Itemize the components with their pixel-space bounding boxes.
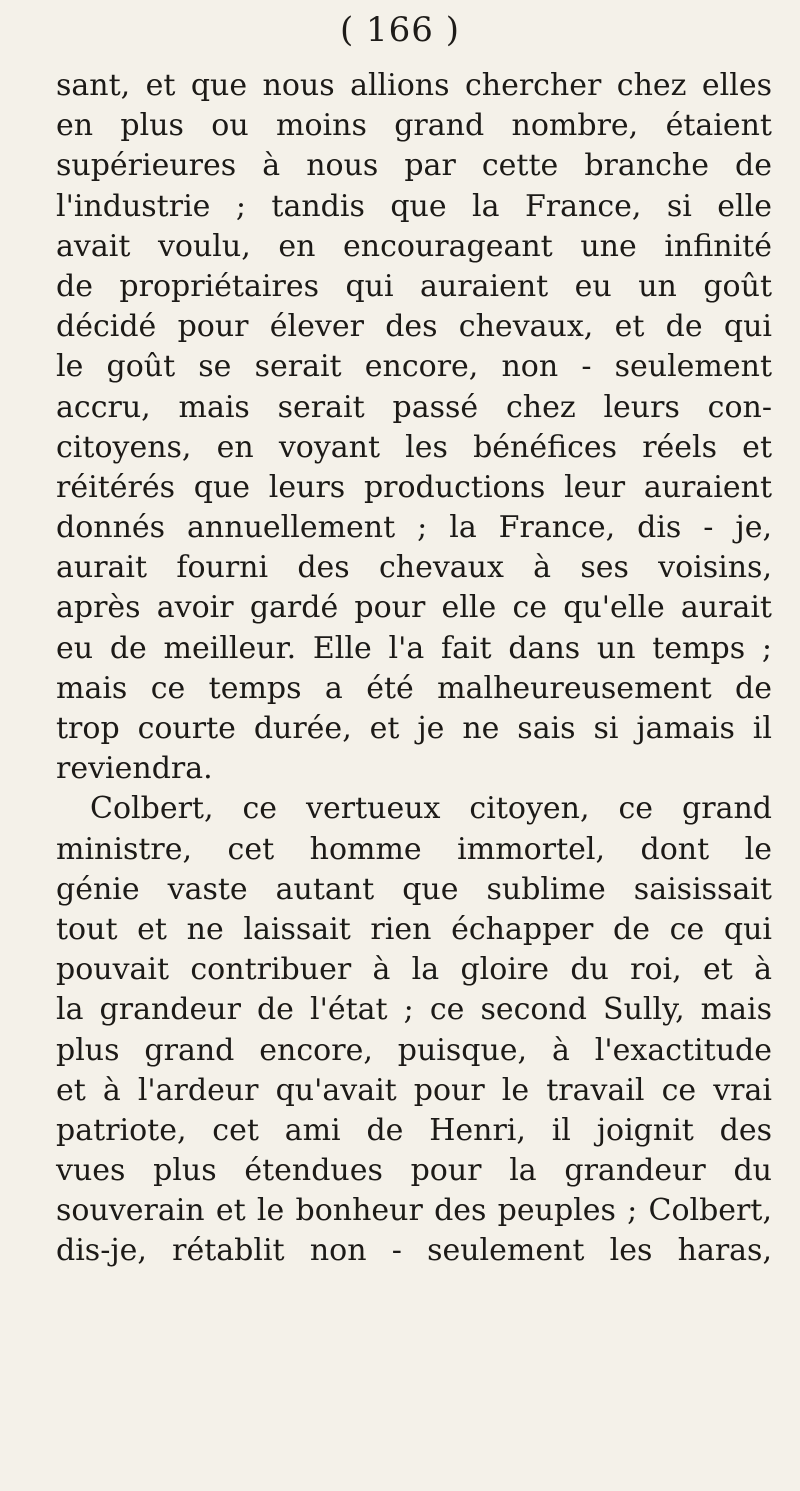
- text-line: vues plus étendues pour la grandeur du: [56, 1153, 772, 1189]
- text-line: donnés annuellement ; la France, dis - je,: [56, 510, 772, 546]
- text-line: plus grand encore, puisque, à l'exactitude: [56, 1032, 772, 1068]
- paragraph-2: [56, 789, 772, 1271]
- text-line: supérieures à nous par cette branche de: [56, 148, 772, 184]
- text-line: patriote, cet ami de Henri, il joignit des: [56, 1112, 772, 1148]
- text-line: souverain et le bonheur des peuples ; Colbert,: [56, 1193, 772, 1229]
- page-number: ( 166 ): [339, 10, 461, 50]
- text-line: après avoir gardé pour elle ce qu'elle aurait: [56, 590, 772, 626]
- text-line: le goût se serait encore, non - seulement: [56, 349, 772, 385]
- text-line: la grandeur de l'état ; ce second Sully, mais: [56, 992, 772, 1028]
- text-line: l'industrie ; tandis que la France, si elle: [56, 188, 772, 224]
- text-line: citoyens, en voyant les bénéfices réels et: [56, 429, 772, 465]
- text-line: trop courte durée, et je ne sais si jamais il: [56, 711, 772, 746]
- text-line: dis-je, rétablit non - seulement les haras,: [56, 1233, 772, 1269]
- text-line: ministre, cet homme immortel, dont le: [56, 831, 772, 867]
- text-line: pouvait contribuer à la gloire du roi, et à: [56, 952, 772, 988]
- text-line: tout et ne laissait rien échapper de ce qui: [56, 911, 772, 947]
- text-line: accru, mais serait passé chez leurs con-: [56, 389, 772, 425]
- text-line: et à l'ardeur qu'avait pour le travail ce vrai: [56, 1072, 772, 1108]
- text-line: réitérés que leurs productions leur auraient: [56, 469, 772, 505]
- text-line: avait voulu, en encourageant une infinité: [56, 228, 772, 264]
- text-line: de propriétaires qui auraient eu un goût: [56, 268, 772, 304]
- text-line: génie vaste autant que sublime saisissait: [56, 871, 772, 907]
- text-line: reviendra.: [56, 751, 213, 787]
- text-line: eu de meilleur. Elle l'a fait dans un temps ;: [56, 630, 772, 666]
- body-text: [56, 66, 772, 1272]
- text-line: aurait fourni des chevaux à ses voisins,: [56, 550, 772, 586]
- text-line: décidé pour élever des chevaux, et de qui: [56, 309, 772, 345]
- text-line: en plus ou moins grand nombre, étaient: [56, 108, 772, 144]
- text-line: Colbert, ce vertueux citoyen, ce grand: [90, 791, 772, 827]
- text-line: mais ce temps a été malheureusement de: [56, 670, 772, 706]
- paragraph-1: [56, 66, 772, 789]
- text-line: sant, et que nous allions chercher chez elles: [56, 68, 772, 103]
